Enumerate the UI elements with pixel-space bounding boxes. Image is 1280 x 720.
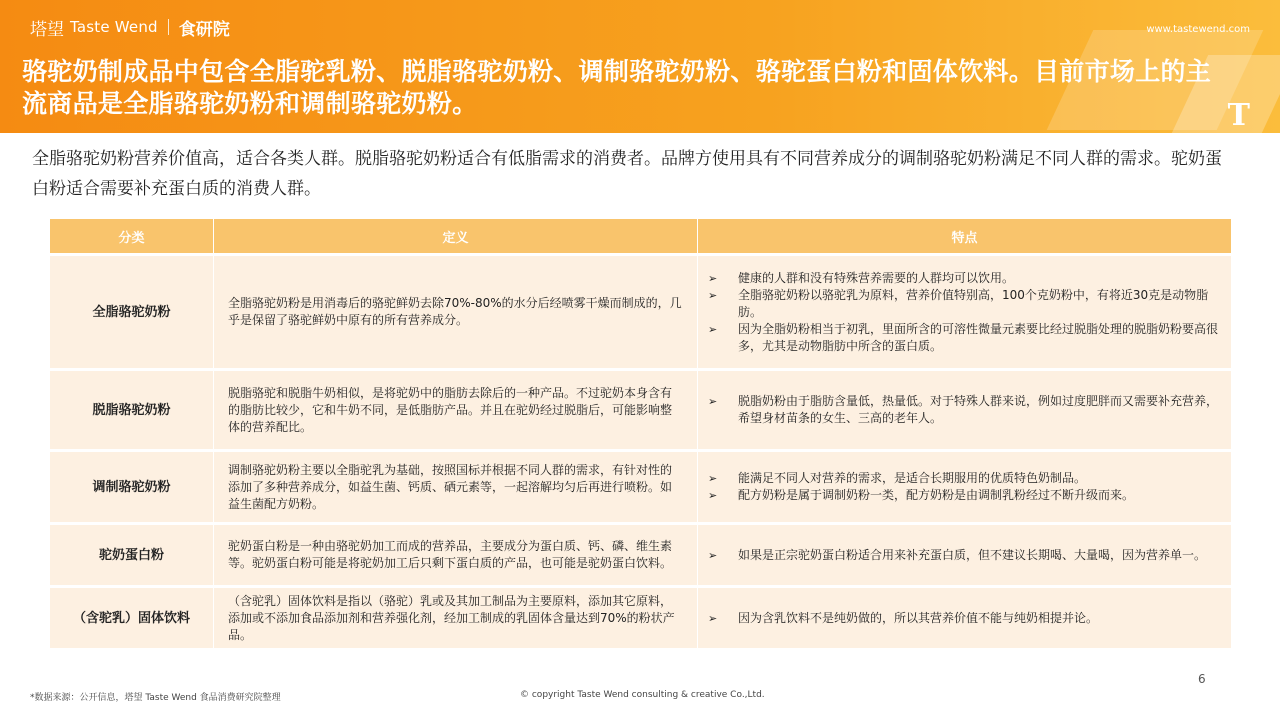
category-cell: 调制骆驼奶粉 (50, 452, 214, 522)
feature-item: ➢ 健康的人群和没有特殊营养需要的人群均可以饮用。 (708, 270, 1219, 287)
brand-divider (168, 19, 169, 35)
column-header-category: 分类 (50, 219, 214, 253)
features-list (708, 270, 1219, 355)
institute-name: 食研院 (178, 19, 230, 40)
features-cell (698, 588, 1231, 648)
definition-cell: 调制骆驼奶粉主要以全脂驼乳为基础，按照国标并根据不同人群的需求，有针对性的添加了多种营养成分，如益生菌、钙质、硒元素等，一起溶解均匀后再进行喷粉。如益生菌配方奶粉。 (214, 452, 698, 522)
feature-item: ➢ 脱脂奶粉由于脂肪含量低，热量低。对于特殊人群来说，例如过度肥胖而又需要补充营养，希望身材苗条的女生、三高的老年人。 (708, 393, 1219, 427)
feature-item: ➢ 因为含乳饮料不是纯奶做的，所以其营养价值不能与纯奶相提并论。 (708, 610, 1219, 627)
definition-cell: 驼奶蛋白粉是一种由骆驼奶加工而成的营养品，主要成分为蛋白质、钙、磷、维生素等。驼奶蛋白粉可能是将驼奶加工后只剩下蛋白质的产品，也可能是驼奶蛋白饮料。 (214, 525, 698, 585)
table-row (50, 371, 1231, 449)
features-list (708, 393, 1219, 427)
brand-name-cn: 塔望 (30, 19, 64, 40)
brand-name-en: Taste Wend (70, 18, 158, 36)
category-cell: 全脂骆驼奶粉 (50, 256, 214, 368)
feature-item: ➢ 全脂骆驼奶粉以骆驼乳为原料，营养价值特别高，100个克奶粉中，有将近30克是动物脂肪。 (708, 287, 1219, 321)
comparison-table (50, 216, 1231, 651)
data-source-note: *数据来源：公开信息，塔望 Taste Wend 食品消费研究院整理 (30, 693, 281, 703)
features-cell (698, 525, 1231, 585)
brand-logo (30, 12, 230, 42)
table-header-row (50, 219, 1231, 253)
table-row (50, 588, 1231, 648)
page-title: 骆驼奶制成品中包含全脂驼乳粉、脱脂骆驼奶粉、调制骆驼奶粉、骆驼蛋白粉和固体饮料。目前市场上的主流商品是全脂骆驼奶粉和调制骆驼奶粉。 (22, 57, 1212, 118)
table-row (50, 452, 1231, 522)
feature-item: ➢ 能满足不同人对营养的需求，是适合长期服用的优质特色奶制品。 (708, 470, 1219, 487)
feature-item: ➢ 因为全脂奶粉相当于初乳，里面所含的可溶性微量元素要比经过脱脂处理的脱脂奶粉要高很多，尤其是动物脂肪中所含的蛋白质。 (708, 321, 1219, 355)
features-list (708, 470, 1219, 504)
definition-cell: 全脂骆驼奶粉是用消毒后的骆驼鲜奶去除70%-80%的水分后经喷雾干燥而制成的，几乎是保留了骆驼鲜奶中原有的所有营养成分。 (214, 256, 698, 368)
feature-item: ➢ 如果是正宗驼奶蛋白粉适合用来补充蛋白质，但不建议长期喝、大量喝，因为营养单一。 (708, 547, 1219, 564)
features-list (708, 610, 1219, 627)
category-cell: （含驼乳）固体饮料 (50, 588, 214, 648)
column-header-definition: 定义 (214, 219, 698, 253)
definition-cell: 脱脂骆驼和脱脂牛奶相似，是将驼奶中的脂肪去除后的一种产品。不过驼奶本身含有的脂肪比较少，它和牛奶不同，是低脂肪产品。并且在驼奶经过脱脂后，可能影响整体的营养配比。 (214, 371, 698, 449)
table-row (50, 256, 1231, 368)
header-banner (0, 0, 1280, 133)
features-cell (698, 256, 1231, 368)
feature-item: ➢ 配方奶粉是属于调制奶粉一类，配方奶粉是由调制乳粉经过不断升级而来。 (708, 487, 1219, 504)
decorative-letter: T (1227, 98, 1250, 133)
features-cell (698, 371, 1231, 449)
copyright-text: © copyright Taste Wend consulting & creative Co.,Ltd. (520, 690, 765, 700)
page-number: 6 (1198, 672, 1206, 686)
definition-cell: （含驼乳）固体饮料是指以（骆驼）乳或及其加工制品为主要原料，添加其它原料，添加或不添加食品添加剂和营养强化剂，经加工制成的乳固体含量达到70%的粉状产品。 (214, 588, 698, 648)
table-row (50, 525, 1231, 585)
intro-paragraph: 全脂骆驼奶粉营养价值高，适合各类人群。脱脂骆驼奶粉适合有低脂需求的消费者。品牌方使用具有不同营养成分的调制骆驼奶粉满足不同人群的需求。驼奶蛋白粉适合需要补充蛋白质的消费人群。 (32, 149, 1222, 199)
website-text: www.tastewend.com (1146, 24, 1250, 35)
category-cell: 驼奶蛋白粉 (50, 525, 214, 585)
features-cell (698, 452, 1231, 522)
features-list (708, 547, 1219, 564)
column-header-features: 特点 (698, 219, 1231, 253)
category-cell: 脱脂骆驼奶粉 (50, 371, 214, 449)
